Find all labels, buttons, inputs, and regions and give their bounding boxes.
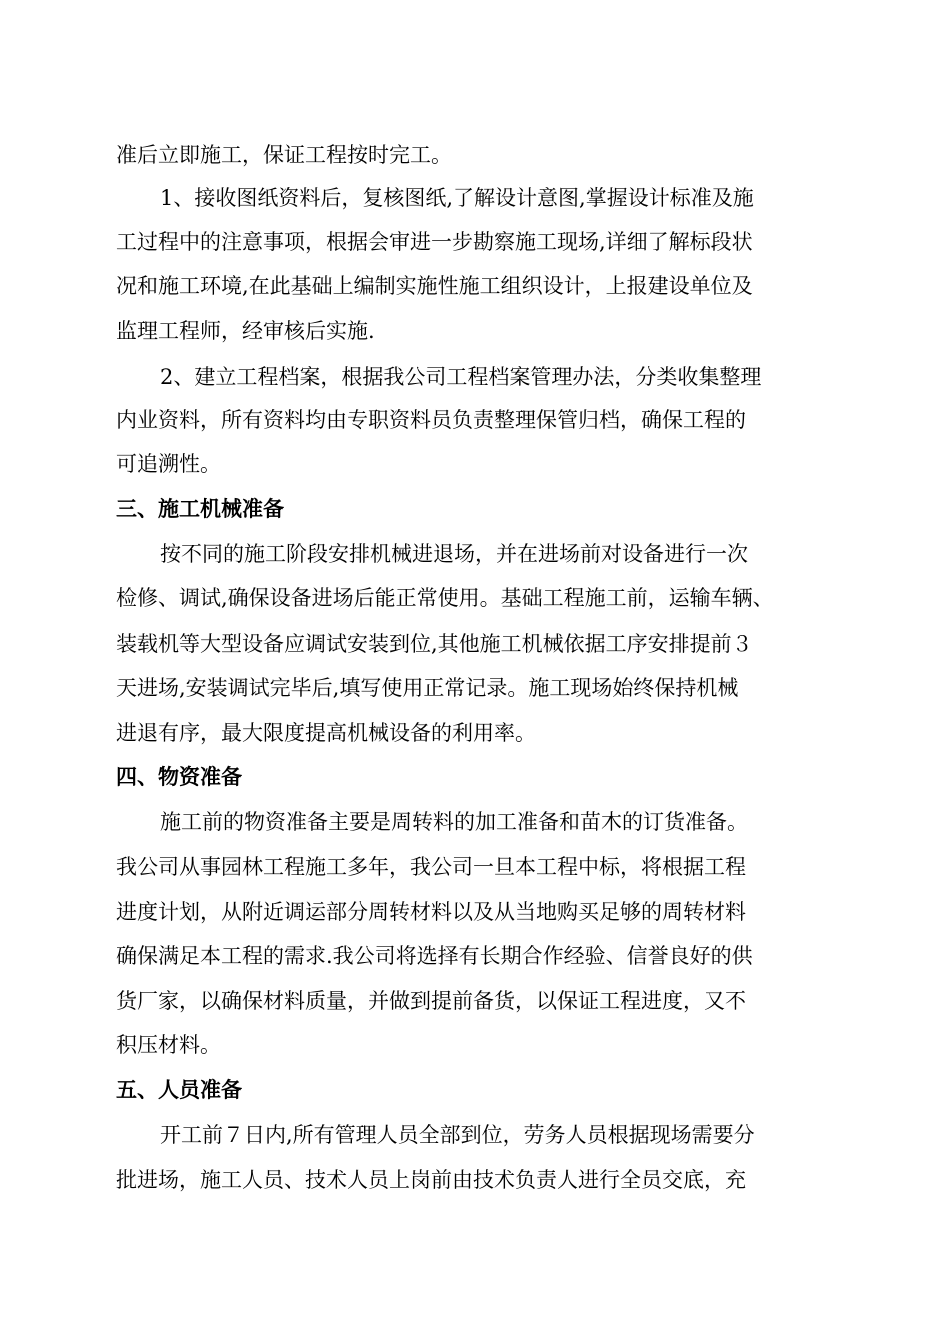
paragraph-line: 积压材料。: [116, 1033, 221, 1057]
section-heading-personnel: 五、人员准备: [116, 1078, 242, 1102]
paragraph-line: 内业资料，所有资料均由专职资料员负责整理保管归档，确保工程的: [116, 408, 746, 432]
paragraph-line: 确保满足本工程的需求.我公司将选择有长期合作经验、信誉良好的供: [116, 944, 753, 968]
paragraph-line: 监理工程师，经审核后实施.: [116, 319, 375, 343]
paragraph-line: 我公司从事园林工程施工多年，我公司一旦本工程中标，将根据工程: [116, 855, 746, 879]
section-heading-machinery: 三、施工机械准备: [116, 497, 284, 521]
paragraph-line: 检修、调试,确保设备进场后能正常使用。基础工程施工前，运输车辆、: [116, 586, 774, 610]
paragraph-line: 货厂家，以确保材料质量，并做到提前备货，以保证工程进度，又不: [116, 989, 746, 1013]
paragraph-line: 天进场,安装调试完毕后,填写使用正常记录。施工现场始终保持机械: [116, 676, 739, 700]
paragraph-line: 装载机等大型设备应调试安装到位,其他施工机械依据工序安排提前３: [116, 632, 753, 656]
paragraph-line: 施工前的物资准备主要是周转料的加工准备和苗木的订货准备。: [160, 810, 748, 834]
paragraph-line: 工过程中的注意事项，根据会审进一步勘察施工现场,详细了解标段状: [116, 230, 753, 254]
paragraph-line: 2、建立工程档案，根据我公司工程档案管理办法，分类收集整理: [160, 365, 762, 389]
paragraph-line: 1、接收图纸资料后，复核图纸,了解设计意图,掌握设计标准及施: [160, 186, 754, 210]
paragraph-line: 开工前７日内,所有管理人员全部到位，劳务人员根据现场需要分: [160, 1123, 755, 1147]
paragraph-line: 准后立即施工，保证工程按时完工。: [116, 143, 452, 167]
paragraph-line: 可追溯性。: [116, 452, 221, 476]
paragraph-line: 批进场，施工人员、技术人员上岗前由技术负责人进行全员交底，充: [116, 1168, 746, 1192]
paragraph-line: 进退有序，最大限度提高机械设备的利用率。: [116, 721, 536, 745]
paragraph-line: 况和施工环境,在此基础上编制实施性施工组织设计，上报建设单位及: [116, 274, 753, 298]
paragraph-line: 进度计划，从附近调运部分周转材料以及从当地购买足够的周转材料: [116, 900, 746, 924]
section-heading-materials: 四、物资准备: [116, 765, 242, 789]
paragraph-line: 按不同的施工阶段安排机械进退场，并在进场前对设备进行一次: [160, 542, 748, 566]
